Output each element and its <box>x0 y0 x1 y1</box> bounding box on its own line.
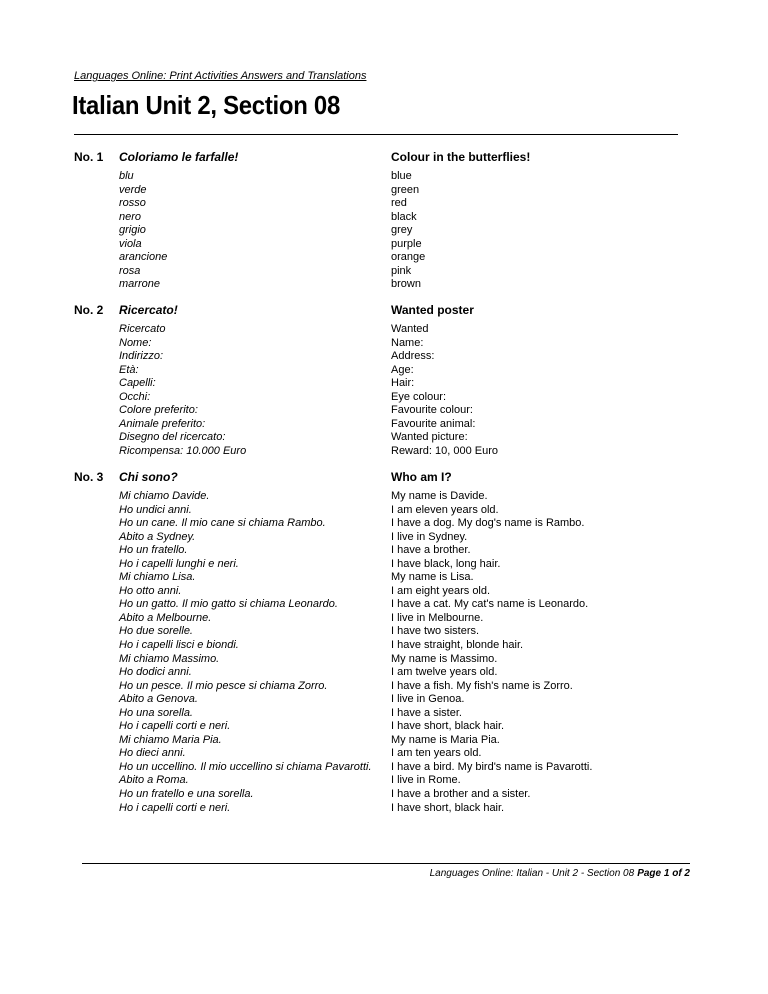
text-line: Ho i capelli corti e neri. <box>119 720 231 733</box>
text-line: I live in Rome. <box>391 774 461 787</box>
text-line: I have black, long hair. <box>391 557 501 570</box>
text-line: Abito a Genova. <box>119 693 198 706</box>
text-line: Address: <box>391 350 435 363</box>
text-line: viola <box>119 237 142 250</box>
text-line: Hair: <box>391 377 415 390</box>
text-line: orange <box>391 251 426 264</box>
text-line: Ho i capelli lunghi e neri. <box>119 557 239 570</box>
italian-heading: Coloriamo le farfalle! <box>119 150 239 164</box>
text-line: I have a brother. <box>391 544 471 557</box>
italian-heading: Chi sono? <box>119 470 178 484</box>
italian-lines <box>119 323 379 458</box>
text-line: Ho dieci anni. <box>119 747 186 760</box>
english-column <box>391 303 691 458</box>
text-line: Abito a Sydney. <box>119 530 196 543</box>
text-line: Ho un fratello. <box>119 544 188 557</box>
text-line: Age: <box>391 363 414 376</box>
text-line: Ho due sorelle. <box>119 625 193 638</box>
text-line: Occhi: <box>119 390 151 403</box>
text-line: verde <box>119 183 147 196</box>
text-line: Wanted picture: <box>391 431 468 444</box>
footer-text: Languages Online: Italian - Unit 2 - Section 08 <box>429 868 635 879</box>
text-line: marrone <box>119 278 160 291</box>
section-number: No. 1 <box>74 150 104 164</box>
text-line: I live in Genoa. <box>391 693 465 706</box>
text-line: My name is Davide. <box>391 490 488 502</box>
text-line: I have a fish. My fish's name is Zorro. <box>391 679 573 692</box>
text-line: Ho un cane. Il mio cane si chiama Rambo. <box>119 517 326 530</box>
text-line: I live in Sydney. <box>391 530 468 543</box>
text-line: I have a bird. My bird's name is Pavarotti. <box>391 760 593 773</box>
italian-lines <box>119 490 379 815</box>
text-line: Nome: <box>119 336 152 349</box>
text-line: Eye colour: <box>391 390 447 403</box>
text-line: Ho i capelli lisci e biondi. <box>119 639 239 652</box>
text-line: purple <box>391 237 422 250</box>
text-line: blue <box>391 170 412 182</box>
text-line: Name: <box>391 336 424 349</box>
text-line: I am eight years old. <box>391 584 491 597</box>
text-line: Ho un uccellino. Il mio uccellino si chiama Pavarotti. <box>119 760 372 773</box>
italian-lines <box>119 170 379 292</box>
text-line: Favourite colour: <box>391 404 473 417</box>
text-line: I am eleven years old. <box>391 503 499 516</box>
text-line: I am ten years old. <box>391 747 482 760</box>
text-line: I live in Melbourne. <box>391 611 484 624</box>
italian-heading: Ricercato! <box>119 303 178 317</box>
text-line: green <box>391 183 420 196</box>
english-lines <box>391 170 691 292</box>
text-line: Animale preferito: <box>119 417 206 430</box>
text-line: I have a brother and a sister. <box>391 788 531 801</box>
english-heading: Wanted poster <box>391 303 474 317</box>
text-line: Mi chiamo Maria Pia. <box>119 733 222 746</box>
text-line: I have a sister. <box>391 706 462 719</box>
english-heading: Colour in the butterflies! <box>391 150 531 164</box>
text-line: I have a dog. My dog's name is Rambo. <box>391 517 585 530</box>
text-line: Mi chiamo Lisa. <box>119 571 196 584</box>
footer-divider <box>82 863 690 864</box>
text-line: My name is Massimo. <box>391 652 498 665</box>
header-link[interactable]: Languages Online: Print Activities Answers and Translations <box>74 70 367 82</box>
text-line: black <box>391 210 417 223</box>
page-title: Italian Unit 2, Section 08 <box>72 90 340 120</box>
text-line: grigio <box>119 224 146 237</box>
text-line: My name is Lisa. <box>391 571 474 584</box>
text-line: Capelli: <box>119 377 156 390</box>
header-divider <box>74 134 678 135</box>
text-line: Ricompensa: 10.000 Euro <box>119 444 247 457</box>
page-indicator: Page 1 of 2 <box>637 868 690 879</box>
text-line: rosa <box>119 264 141 277</box>
english-heading: Who am I? <box>391 470 452 484</box>
text-line: rosso <box>119 197 146 210</box>
footer <box>430 868 690 879</box>
text-line: brown <box>391 278 421 291</box>
text-line: Colore preferito: <box>119 404 198 417</box>
text-line: Ho dodici anni. <box>119 666 192 679</box>
text-line: I have a cat. My cat's name is Leonardo. <box>391 598 589 611</box>
english-column <box>391 470 691 815</box>
text-line: Mi chiamo Davide. <box>119 490 210 502</box>
text-line: Indirizzo: <box>119 350 164 363</box>
text-line: Ho undici anni. <box>119 503 192 516</box>
text-line: pink <box>391 264 412 277</box>
text-line: Favourite animal: <box>391 417 476 430</box>
text-line: I have short, black hair. <box>391 801 505 814</box>
text-line: Wanted <box>391 323 429 335</box>
text-line: Ricercato <box>119 323 166 335</box>
text-line: Abito a Melbourne. <box>119 611 212 624</box>
text-line: Ho i capelli corti e neri. <box>119 801 231 814</box>
text-line: Ho un fratello e una sorella. <box>119 788 254 801</box>
text-line: blu <box>119 170 134 182</box>
text-line: Ho otto anni. <box>119 584 182 597</box>
text-line: Ho una sorella. <box>119 706 193 719</box>
text-line: I have short, black hair. <box>391 720 505 733</box>
text-line: Mi chiamo Massimo. <box>119 652 220 665</box>
text-line: nero <box>119 210 142 223</box>
text-line: Disegno del ricercato: <box>119 431 226 444</box>
english-column <box>391 150 691 292</box>
text-line: Età: <box>119 363 139 376</box>
italian-column <box>119 303 379 458</box>
text-line: Ho un pesce. Il mio pesce si chiama Zorro. <box>119 679 328 692</box>
english-lines <box>391 490 691 815</box>
text-line: I have two sisters. <box>391 625 480 638</box>
text-line: Reward: 10, 000 Euro <box>391 444 499 457</box>
section-number: No. 3 <box>74 470 104 484</box>
english-lines <box>391 323 691 458</box>
section-number: No. 2 <box>74 303 104 317</box>
text-line: Abito a Roma. <box>119 774 189 787</box>
text-line: I have straight, blonde hair. <box>391 639 524 652</box>
text-line: grey <box>391 224 413 237</box>
text-line: arancione <box>119 251 168 264</box>
italian-column <box>119 150 379 292</box>
text-line: I am twelve years old. <box>391 666 498 679</box>
italian-column <box>119 470 379 815</box>
text-line: Ho un gatto. Il mio gatto si chiama Leonardo. <box>119 598 338 611</box>
text-line: My name is Maria Pia. <box>391 733 500 746</box>
text-line: red <box>391 197 407 210</box>
